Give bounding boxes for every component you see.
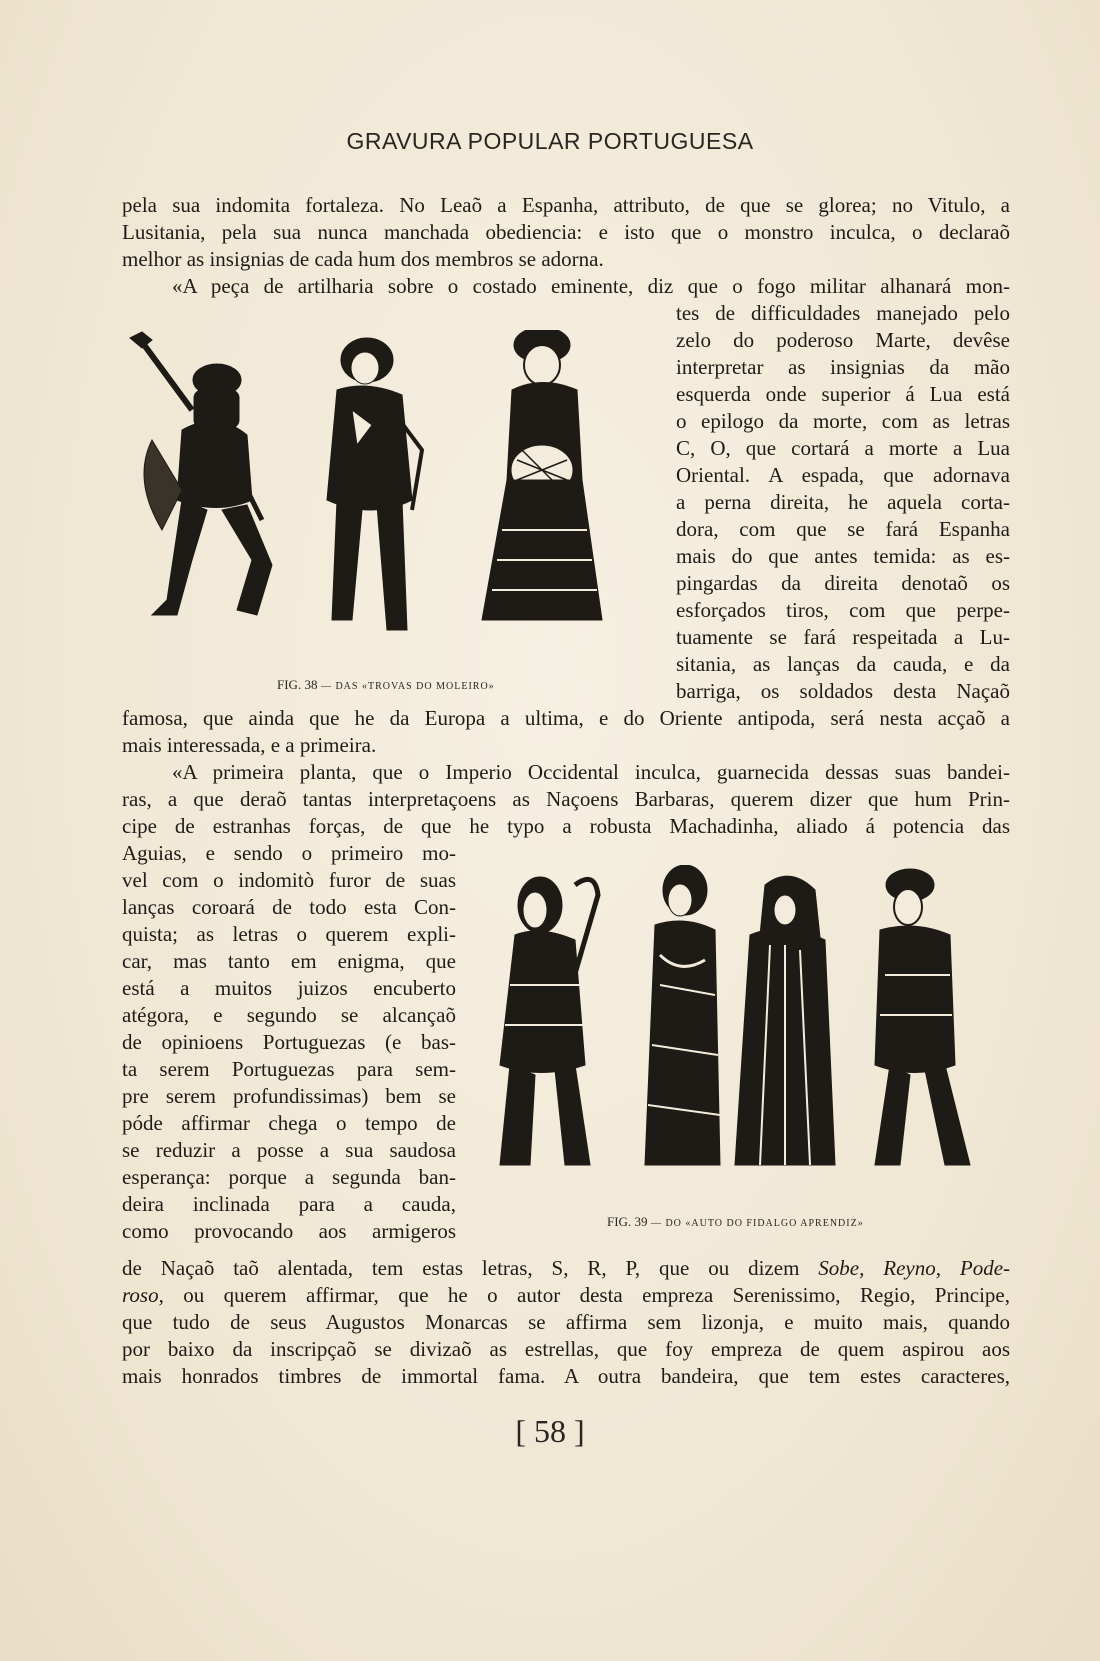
text-line: esquerda onde superior á Lua está xyxy=(676,382,1010,406)
woodcut-illustration xyxy=(122,330,642,670)
text-line: «A primeira planta, que o Imperio Occidental inculca, guarnecida dessas suas bandei- xyxy=(172,760,1010,784)
text-line: lanças coroará de todo esta Con- xyxy=(122,895,456,919)
text-line: mais do que antes temida: as es- xyxy=(676,544,1010,568)
page-number: [ 58 ] xyxy=(515,1413,585,1449)
text-line: atégora, e segundo se alcançaõ xyxy=(122,1003,456,1027)
text-line: famosa, que ainda que he da Europa a ultima, e do Oriente antipoda, será nesta acçaõ a xyxy=(122,706,1010,730)
text-line xyxy=(122,1282,1010,1309)
text-line: Aguias, e sendo o primeiro mo- xyxy=(122,841,456,865)
figure-39-title: — DO «AUTO DO FIDALGO APRENDIZ» xyxy=(650,1218,864,1229)
text-line: a perna direita, he aquela corta- xyxy=(676,490,1010,514)
text-line: interpretar as insignias da mão xyxy=(676,355,1010,379)
figure-38-number: FIG. 38 xyxy=(277,677,318,692)
text-line: zelo do poderoso Marte, devêse xyxy=(676,328,1010,352)
text-line: pela sua indomita fortaleza. No Leaõ a Espanha, attributo, de que se glorea; no Vitulo, a xyxy=(122,193,1010,217)
text-line: pre serem profundissimas) bem se xyxy=(122,1084,456,1108)
text-line: de opinioens Portuguezas (e bas- xyxy=(122,1030,456,1054)
italic-segment: roso, xyxy=(122,1283,164,1307)
woman-with-headdress-figure xyxy=(645,865,720,1165)
text-line: «A peça de artilharia sobre o costado eminente, diz que o fogo militar alhanará mon- xyxy=(172,274,1010,298)
veiled-woman-figure xyxy=(735,876,835,1165)
woodcut-figure-38 xyxy=(122,330,642,670)
bagpipe-player-figure xyxy=(130,332,272,615)
text-line: ta serem Portuguezas para sem- xyxy=(122,1057,456,1081)
text-line: mais honrados timbres de immortal fama. A outra bandeira, que tem estes caracteres, xyxy=(122,1364,1010,1388)
text-line: tes de difficuldades manejado pelo xyxy=(676,301,1010,325)
running-head: GRAVURA POPULAR PORTUGUESA xyxy=(346,128,754,154)
text-line: car, mas tanto em enigma, que xyxy=(122,949,456,973)
figure-38-title: — DAS «TROVAS DO MOLEIRO» xyxy=(320,681,495,692)
text-line: se reduzir a posse a sua saudosa xyxy=(122,1138,456,1162)
text-line: por baixo da inscripçaõ se divizaõ as estrellas, que foy empreza de quem aspirou aos xyxy=(122,1337,1010,1361)
text-line: está a muitos juizos encuberto xyxy=(122,976,456,1000)
pilgrim-with-staff-figure xyxy=(500,877,598,1165)
text-line: mais interessada, e a primeira. xyxy=(122,733,377,757)
nobleman-figure xyxy=(875,869,970,1165)
text-line: póde affirmar chega o tempo de xyxy=(122,1111,456,1135)
figure-39-number: FIG. 39 xyxy=(607,1214,648,1229)
text-line: que tudo de seus Augustos Monarcas se affirma sem lizonja, e muito mais, quando xyxy=(122,1310,1010,1334)
woodcut-figure-39 xyxy=(480,865,1010,1195)
woodcut-illustration xyxy=(480,865,1010,1195)
text-line: Oriental. A espada, que adornava xyxy=(676,463,1010,487)
text-line: melhor as insignias de cada hum dos membros se adorna. xyxy=(122,247,604,271)
peasant-figure xyxy=(327,338,422,630)
text-line: quista; as letras o querem expli- xyxy=(122,922,456,946)
text-segment: ou querem affirmar, que he o autor desta empreza Serenissimo, Regio, Principe, xyxy=(163,1283,1010,1307)
text-line: ras, a que deraõ tantas interpretaçoens as Naçoens Barbaras, querem dizer que hum Prin- xyxy=(122,787,1010,811)
text-line: barriga, os soldados desta Naçaõ xyxy=(676,679,1010,703)
text-line: vel com o indomitò furor de suas xyxy=(122,868,456,892)
italic-segment: Sobe, Reyno, Pode- xyxy=(818,1256,1011,1280)
text-line: Lusitania, pela sua nunca manchada obediencia: e isto que o monstro inculca, o declaraõ xyxy=(122,220,1010,244)
figure-39-caption xyxy=(607,1214,864,1230)
text-line: cipe de estranhas forças, de que he typo a robusta Machadinha, aliado á potencia das xyxy=(122,814,1010,838)
text-line: como provocando aos armigeros xyxy=(122,1219,456,1243)
text-line: o epilogo da morte, com as letras xyxy=(676,409,1010,433)
woman-with-basket-figure xyxy=(482,330,602,620)
text-line: esforçados tiros, com que perpe- xyxy=(676,598,1010,622)
text-line: pingardas da direita denotaõ os xyxy=(676,571,1010,595)
text-line: esperança: porque a segunda ban- xyxy=(122,1165,456,1189)
text-line xyxy=(122,1255,1010,1282)
text-line: deira inclinada para a cauda, xyxy=(122,1192,456,1216)
text-line: dora, com que se fará Espanha xyxy=(676,517,1010,541)
text-line: C, O, que cortará a morte a Lua xyxy=(676,436,1010,460)
text-line: tuamente se fará respeitada a Lu- xyxy=(676,625,1010,649)
figure-38-caption xyxy=(277,677,495,693)
text-segment: de Naçaõ taõ alentada, tem estas letras, S, R, P, que ou dizem xyxy=(122,1256,819,1280)
text-line: sitania, as lanças da cauda, e da xyxy=(676,652,1010,676)
